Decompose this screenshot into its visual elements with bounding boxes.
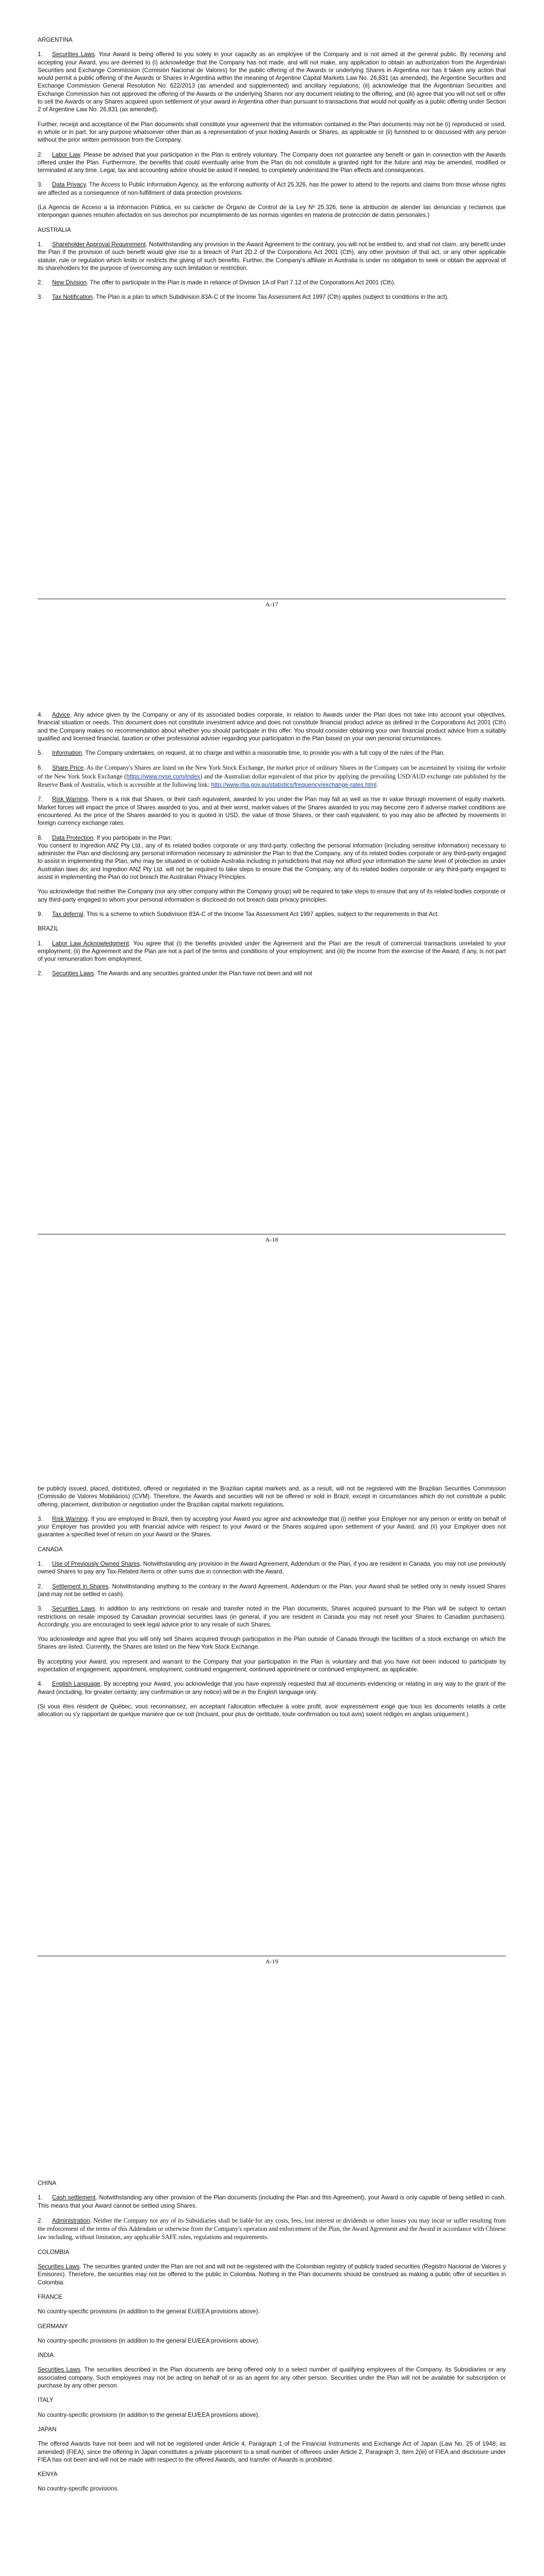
section-heading-france: FRANCE (38, 2293, 62, 2300)
paragraph-australia-2: 2. New Division. The offer to participate in the Plan is made in reliance of Division 1A of Part 7.12 of the Corporations Act 2001 (Cth). (38, 279, 395, 286)
paragraph-china-2: 2. Administration. Neither the Company nor any of its Subsidiaries shall be liable for any costs, fees, lost interest or dividends or other losses you may incur or suffer resulting from the enforcement of the terms of this Addendum or otherwise from the Company's operation and enforcement of the Plan, the Award Agreement and the Award in accordance with Chinese law including, without limitation, any applicable SAFE rules, regulations and requirements. (38, 2216, 506, 2241)
paragraph-canada-3-cont: You acknowledge and agree that you will only sell Shares acquired through participation in the Plan outside of Canada through the facilities of a stock exchange on which the Shares are listed. Currently, the Shares are listed on the New York Stock Exchange. (38, 1636, 506, 1651)
paragraph-china-1: 1. Cash settlement. Notwithstanding any other provision of the Plan documents (including the Plan and this Agreement), your Award is only capable of being settled in cash. This means that your Award cannot be settled using Shares. (38, 2194, 506, 2209)
paragraph-canada-3-cont2: By accepting your Award, you represent and warrant to the Company that your participation in the Plan is voluntary and that you have not been induced to participate by expectation of engagement, appointment, employment, continued engagement, continued appointment or continued employment, as applicable. (38, 1658, 506, 1673)
clause-title: Data Privacy (52, 181, 86, 189)
paragraph-australia-9: 9. Tax deferral. This is a scheme to which Subdivision 83A-C of the Income Tax Assessment Act 1997 applies, subject to the requirements in that Act. (38, 910, 439, 918)
section-heading-canada: CANADA (38, 1546, 63, 1553)
paragraph-australia-8-body2: You acknowledge that neither the Company (nor any other company within the Company group) will be required to take steps to ensure that any of its related bodies corporate or any third-party engaged to whom your personal information is disclosed do not breach data privacy principles. (38, 888, 506, 903)
clause-title: Information (52, 750, 82, 757)
page-number-footer: A-19 (38, 1956, 506, 1966)
section-heading-china: CHINA (38, 2180, 57, 2187)
paragraph-japan: The offered Awards have not been and will not be registered under Article 4, Paragraph 1 of the Financial Instruments and Exchange Act of Japan (Law No. 25 of 1948, as amended) (FIEA), since the offering in Japan constitutes a private placement to a small number of offerees under Article 2, Paragraph 3, Item 2(iii) of FIEA and disclosure under FIEA has not been and will not be made with respect to the offered Awards, and transfer of Awards is prohibited. (38, 2441, 506, 2463)
clause-title: New Division (52, 279, 87, 286)
paragraph-canada-1: 1. Use of Previously Owned Shares. Notwithstanding any provision in the Award Agreement, Addendum or the Plan, if you are resident in Canada, you may not use previously owned Shares to pay any Tax-Related Items or other sums due in connection with the Award. (38, 1561, 506, 1575)
paragraph-argentina-1-cont: Further, receipt and acceptance of the Plan documents shall constitute your agreement that the information contained in the Plan documents may not be (i) reproduced or used, in whole or in part, for any purpose whatsoever other than as a representation of your holding Awards or Shares, as applicable or (ii) furnished to or discussed with any person without the prior written permission from the Company. (38, 121, 506, 144)
nyse-link[interactable]: https://www.nyse.com/index (126, 773, 201, 780)
page-a20-content (38, 2179, 506, 2500)
paragraph-australia-8: 8. Data Protection. If you participate in the Plan: (38, 834, 172, 841)
paragraph-argentina-1: 1. Securities Laws. Your Award is being offered to you solely in your capacity as an employee of the Company and is not aimed at the general public. By receiving and accepting your Award, you are deemed to (i) acknowledge that the Company has not made, and will not make, any application to obtain an authorization from the Argentinian Securities and Exchange Commission (Comisión Nacional de Valores) for the public offering of the Awards or underlying Shares in Argentina nor has it taken any action that would permit a public offering of the Awards or Shares in Argentina within the meaning of Argentine Capital Markets Law No. 26,831 (as amended), the Argentine Securities and Exchange Commission General Resolution No. 622/2013 (as amended and supplemented) and ancillary regulations; (ii) acknowledge that the Argentinian Securities and Exchange Commission has not approved the offering of the Awards or the underlying Shares nor any document relating to the offering; and (iii) agree that you will not sell or offer to sell the Awards or any Shares acquired upon settlement of your award in Argentina other than pursuant to transactions that would not qualify as a public offering under Section 2 of Argentine Law No. 26,831 (as amended). (38, 51, 506, 113)
paragraph-brazil-1: 1. Labor Law Acknowledgment. You agree that (i) the benefits provided under the Agreement and the Plan are the result of commercial transactions unrelated to your employment; (ii) the Agreement and the Plan are not a part of the terms and conditions of your employment; and (iii) the income from the exercise of the Award, if any, is not part of your remuneration from employment. (38, 940, 506, 963)
page-a20 (0, 2102, 544, 2576)
page-number-footer: A-18 (38, 1234, 506, 1244)
paragraph-italy: No country-specific provisions (in addition to the general EU/EEA provisions above). (38, 2411, 260, 2418)
clause-title: Use of Previously Owned Shares (52, 1561, 140, 1568)
clause-title: Advice (52, 711, 70, 718)
section-heading-brazil: BRAZIL (38, 925, 59, 933)
clause-title: Settlement in Shares (52, 1583, 109, 1590)
paragraph-colombia: Securities Laws. The securities granted under the Plan are not and will not be registered with the Colombian registry of publicly traded securities (Registro Nacional de Valores y Emisores). Therefore, the securities may not be offered to the public in Colombia. Nothing in the Plan documents should be construed as making a public offer of securities in Colombia. (38, 2263, 506, 2286)
page-a17-content (38, 36, 506, 308)
section-heading-kenya: KENYA (38, 2471, 58, 2478)
paragraph-argentina-3: 3. Data Privacy. The Access to Public Information Agency, as the enforcing authority of Act 25.326, has the power to attend to the reports and claims from those whose rights are affected as a consequence of non-fulfillment of data protection provisions. (38, 181, 506, 196)
clause-title: English Language (52, 1681, 101, 1688)
paragraph-argentina-2: 2. Labor Law. Please be advised that your participation in the Plan is entirely voluntary. The Company does not guarantee any benefit or gain in connection with the Awards offered under the Plan. Furthermore, the benefits that could eventually arise from the Plan do not constitute a granted right for the future and may be amended, modified or terminated at any time. Legal, tax and accounting advice should be asked if needed, to completely understand the Plan effects and consequences. (38, 151, 506, 174)
clause-title: Cash settlement (52, 2194, 96, 2201)
page-a19-content (38, 1485, 506, 1725)
section-heading-argentina: ARGENTINA (38, 37, 73, 43)
paragraph-canada-4: 4. English Language. By accepting your Award, you acknowledge that you have expressly requested that all documents evidencing or relating in any way to the grant of the Award (including, for greater certainty, any confirmation or any notice) will be in the English language only. (38, 1681, 506, 1696)
section-heading-italy: ITALY (38, 2397, 54, 2404)
page-a18 (0, 690, 544, 1401)
paragraph-canada-3: 3. Securities Laws. In addition to any restrictions on resale and transfer noted in the Plan documents, Shares acquired pursuant to the Plan will be subject to certain restrictions on resale imposed by Canadian provincial securities laws (in general, if you are resident in Canada you may not resell your Shares to Canadian purchasers). Accordingly, you are encouraged to seek legal advice prior to any resale of such Shares. (38, 1605, 506, 1628)
clause-title: Risk Warning (52, 796, 88, 803)
section-heading-japan: JAPAN (38, 2426, 57, 2433)
paragraph-australia-8-body: You consent to Ingredion ANZ Pty Ltd., any of its related bodies corporate or any third-party, collecting the personal information (including sensitive information) necessary to administer the Plan and disclosing any personal information necessary to administer the Plan to that the Company, any of its related bodies corporate or any third-party engaged to assist in implementing the Plan, who may be situated in or outside Australia including in jurisdictions that may not afford your information the same level of protection as under Australian laws do; and Ingredion ANZ Pty Ltd. will not be required to take steps to ensure that the Company, any of its related bodies corporate or any third-party engaged to assist in implementing the Plan do not breach the Australian Privacy Principles. (38, 842, 506, 881)
section-heading-australia: AUSTRALIA (38, 226, 71, 233)
clause-title: Securities Laws (52, 1605, 95, 1613)
paragraph-canada-4-french: (Si vous êtes résident de Québec, vous reconnaissez, en acceptant l'allocation effectuée à votre profit, avoir expressément exigé que tous les documents relatifs à cette allocation ou s'y rapportant de quelque manière que ce soit (incluant, pour plus de certitude, toute confirmation ou tout avis) soient rédigés en anglais uniquement.) (38, 1703, 506, 1718)
section-heading-india: INDIA (38, 2352, 54, 2359)
paragraph-canada-2: 2. Settlement in Shares. Notwithstanding anything to the contrary in the Award Agreement, Addendum or the Plan, your Award shall be settled only in newly issued Shares (and may not be settled in cash). (38, 1583, 506, 1598)
clause-title: Securities Laws (52, 970, 94, 977)
page-number-footer: A-17 (38, 599, 506, 609)
clause-title: Securities Laws (38, 2366, 80, 2374)
rba-link[interactable]: http://www.rba.gov.au/statistics/frequency/exchange-rates.html (211, 782, 377, 789)
clause-title: Labor Law (52, 151, 80, 158)
clause-title: Tax deferral (52, 910, 84, 918)
page-a19 (0, 1401, 544, 2102)
paragraph-australia-1: 1. Shareholder Approval Requirement. Notwithstanding any provision in the Award Agreement to the contrary, you will not be entitled to, and shall not claim, any benefit under the Plan if the provision of such benefit would give rise to a breach of Part 2D.2 of the Corporations Act 2001 (Cth), any other provision of that act, or any other applicable statute, rule or regulation which limits or restricts the giving of such benefits. Further, the Company's affiliate in Australia is under no obligation to seek or obtain the approval of its shareholders for the purpose of overcoming any such limitation or restriction. (38, 241, 506, 272)
paragraph-germany: No country-specific provisions (in addition to the general EU/EEA provisions above). (38, 2337, 260, 2344)
paragraph-brazil-2-cont: be publicly issued, placed, distributed, offered or negotiated in the Brazilian capital markets and, as a result, will not be registered with the Brazilian Securities Commission (Comissão de Valores Mobiliários) (CVM). Therefore, the Awards and securities will not be offered or sold in Brazil, except in circumstances which do not constitute a public offering, placement, distribution or negotiation under the Brazilian capital markets regulations. (38, 1485, 506, 1508)
clause-title: Labor Law Acknowledgment (52, 940, 129, 947)
page-a18-content (38, 711, 506, 985)
paragraph-australia-6: 6. Share Price. As the Company's Shares are listed on the New York Stock Exchange, the market price of ordinary Shares in the Company can be ascertained by visiting the website of the New York Stock Exchange (https://www.nyse.com/index) and the Australian dollar equivalent of that price by applying the prevailing USD/AUD exchange rate published by the Reserve Bank of Australia, which is accessible at the following link: http://www.rba.gov.au/statistics/frequency/exchange-rates.html. (38, 764, 506, 789)
paragraph-australia-3: 3. Tax Notification. The Plan is a plan to which Subdivision 83A-C of the Income Tax Assessment Act 1997 (Cth) applies (subject to conditions in the act). (38, 294, 449, 301)
paragraph-kenya: No country-specific provisions. (38, 2485, 119, 2493)
clause-title: Tax Notification (52, 294, 93, 301)
paragraph-australia-5: 5. Information. The Company undertakes, on request, at no charge and within a reasonable time, to provide you with a full copy of the rules of the Plan. (38, 750, 445, 757)
paragraph-australia-4: 4. Advice. Any advice given by the Company or any of its associated bodies corporate, in relation to Awards under the Plan does not take into account your objectives, financial situation or needs. This document does not constitute investment advice and does not constitute financial product advice as defined in the Corporations Act 2001 (Cth) and the Company makes no recommendation about whether you should participate in this offer. You should consider obtaining your own financial product advice from a suitably qualified and licensed financial, taxation or other professional adviser regarding your participation in the Plan based on your own personal circumstances. (38, 711, 506, 742)
section-heading-colombia: COLOMBIA (38, 2248, 70, 2256)
clause-title: Data Protection (52, 834, 93, 841)
paragraph-france: No country-specific provisions (in addition to the general EU/EEA provisions above). (38, 2308, 260, 2315)
paragraph-australia-7: 7. Risk Warning. There is a risk that Shares, or their cash equivalent, awarded to you under the Plan may fall as well as rise in value through movement of equity markets. Market forces will impact the price of Shares awarded to you, and at their worst, market values of the Shares awarded to you may become zero if adverse market conditions are encountered. As the price of the Shares awarded to you is quoted in USD, the value of those Shares, or their cash equivalent, to you may also be affected by movements in foreign currency exchange rates. (38, 796, 506, 827)
clause-title: Securities Laws (52, 51, 95, 58)
paragraph-india: Securities Laws. The securities described in the Plan documents are being offered only to a select number of qualifying employees of the Company, its Subsidiaries or any associated company. Such employees may not be acting on behalf of or as an agent for any other person. Securities under the Plan will not be available for subscription or purchase by any other person. (38, 2366, 506, 2389)
clause-title: Share Price (52, 765, 84, 772)
clause-title: Risk Warning (52, 1515, 88, 1522)
paragraph-argentina-3-spanish: (La Agencia de Acceso a la Información Pública, en su carácter de Órgano de Control de la Ley Nº 25.326, tiene la atribución de atender las denuncias y reclamos que interpongan quienes resulten afectados en sus derechos por incumplimiento de las normas vigentes en materia de protección de datos personales.) (38, 204, 506, 219)
page-a17 (0, 0, 544, 690)
paragraph-brazil-2: 2. Securities Laws. The Awards and any securities granted under the Plan have not been and will not (38, 970, 312, 977)
clause-title: Securities Laws (38, 2263, 80, 2270)
clause-title: Shareholder Approval Requirement (52, 241, 146, 248)
clause-title: Administration (52, 2217, 90, 2224)
section-heading-germany: GERMANY (38, 2323, 68, 2330)
paragraph-brazil-3: 3. Risk Warning. If you are employed in Brazil, then by accepting your Award you agree and acknowledge that (i) neither your Employer nor any person or entity on behalf of your Employer has provided you with financial advice with respect to your Award or the Shares acquired upon settlement of your Award; and (ii) your Employer does not guarantee a specified level of return on your Award or the Shares. (38, 1515, 506, 1538)
